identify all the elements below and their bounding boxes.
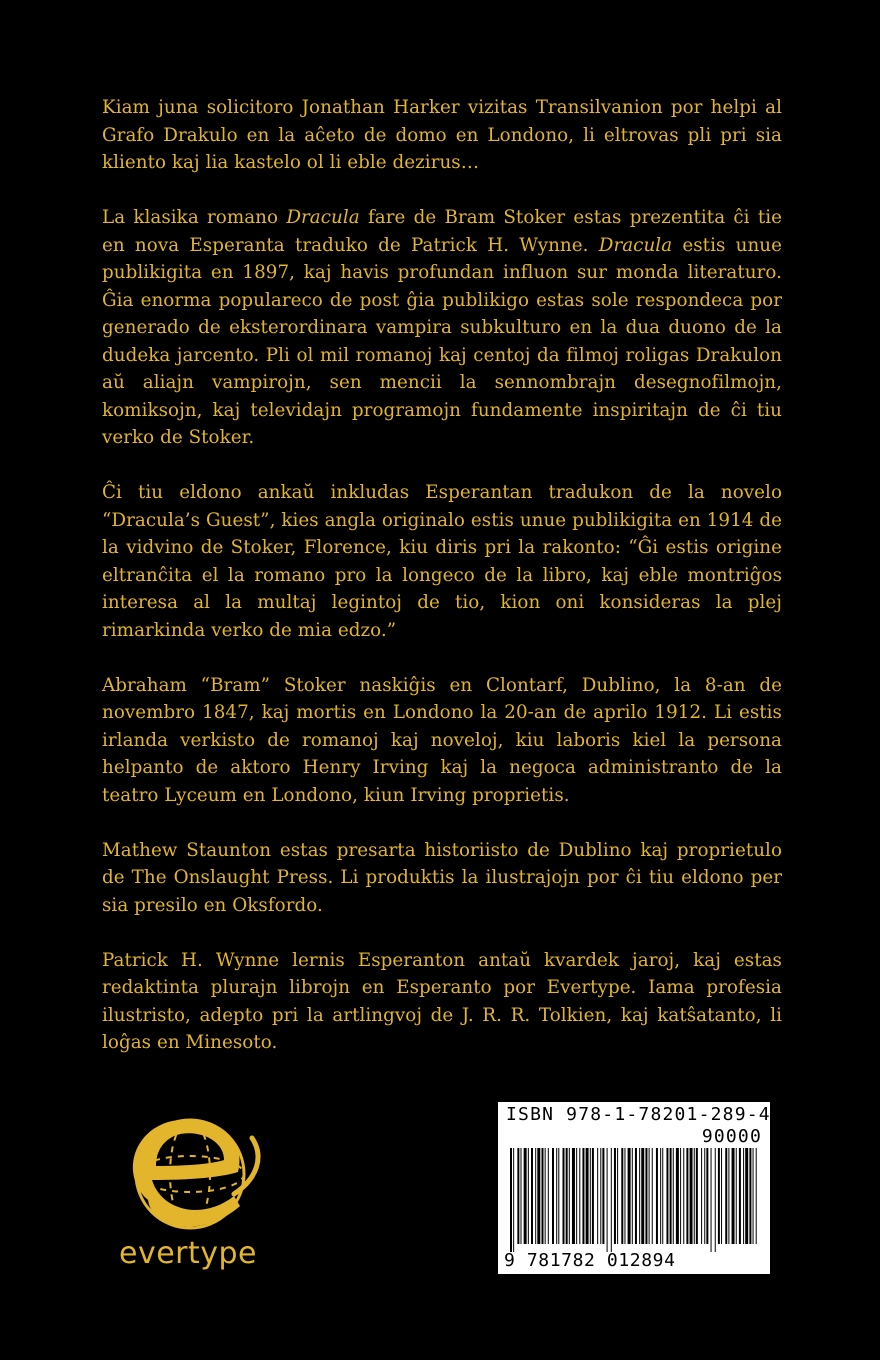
barcode-bar [694,1148,695,1244]
barcode-bar [602,1148,604,1244]
barcode-bar [673,1148,674,1244]
barcode-bar [607,1148,608,1252]
publisher-name: evertype [118,1236,258,1271]
barcode-bar [686,1148,688,1244]
back-cover-blurb [102,94,782,1057]
barcode-bar [572,1148,575,1244]
price-code: 90000 [701,1126,762,1147]
barcode-bar [521,1148,522,1244]
barcode-bar [624,1148,625,1244]
barcode-bar [718,1148,720,1244]
blurb-paragraph-intro: Kiam juna solicitoro Jonathan Harker vizitas Transilvanion por helpi al Grafo Drakulo en la aĉeto de domo en Londono, li eltrovas pli pri sia kliento kaj lia kastelo ol li eble dezirus… [102,97,782,173]
barcode-bar [590,1148,591,1244]
barcode-bar [721,1148,722,1244]
barcode-bar [704,1148,705,1244]
barcode-bar [600,1148,601,1244]
barcode-bars [504,1148,764,1252]
barcode-bar [545,1148,546,1244]
blurb-paragraph-guest: Ĉi tiu eldono ankaŭ inkludas Esperantan tradukon de la novelo “Dracula’s Guest”, kies angla originalo estis unue publikigita en 1914 de la vidvino de Stoker, Florence, kiu diris pri la rakonto: “Ĝi estis origine eltranĉita el la romano pro la longeco de la libro, kaj eble montriĝos interesa al la multaj legintoj de tio, kion oni konsideras la plej rimarkinda verko de mia edzo.” [102,482,782,641]
barcode-bar [701,1148,702,1244]
barcode-bar [706,1148,708,1244]
isbn-barcode [498,1102,770,1274]
barcode-bar [652,1148,653,1244]
barcode-bar [566,1148,568,1244]
barcode-bar [676,1148,679,1244]
barcode-bar [558,1148,559,1244]
barcode-bar [617,1148,618,1244]
barcode-bar [745,1148,748,1244]
barcode-bar [743,1148,744,1244]
barcode-bar [690,1148,693,1244]
barcode-bar [756,1148,757,1244]
barcode-bar [576,1148,577,1244]
barcode-bar [711,1148,712,1252]
barcode-bar [628,1148,631,1244]
barcode-bar [537,1148,540,1244]
barcode-bar [582,1148,584,1244]
barcode-bar [666,1148,668,1244]
blurb-text: La klasika romano [102,207,287,228]
barcode-bar [662,1148,663,1244]
blurb-text: estis unue publikigita en 1897, kaj havis profundan influon sur monda literaturo. Ĝia enorma populareco de post ĝia publikigo estas sole respondeca por generado de eksterordinara vampira subkulturo en la dua duono de la dudeka jarcento. Pli ol mil romanoj kaj centoj da filmoj roligas Drakulon aŭ aliajn vampirojn, sen mencii la sennombrajn desegnofilmojn, komiksojn, kaj televidajn programojn fundamente inspiritajn de ĉi tiu verko de Stoker. [102,234,782,448]
barcode-bar [556,1148,557,1244]
barcode-bar [696,1148,698,1244]
barcode-bar [680,1148,681,1244]
book-title-italic: Dracula [286,207,360,228]
barcode-bar [753,1148,754,1244]
barcode-bar [649,1148,650,1244]
barcode-bar [715,1148,716,1252]
isbn-label: ISBN 978-1-78201-289-4 [506,1104,771,1125]
barcode-bar [517,1148,519,1244]
barcode-bar [586,1148,589,1244]
barcode-bar [749,1148,751,1244]
blurb-paragraph-novel [102,204,782,452]
barcode-bar [528,1148,529,1244]
barcode-bar [614,1148,616,1244]
barcode-bar [732,1148,735,1244]
barcode-bar [621,1148,623,1244]
barcode-bar [592,1148,594,1244]
barcode-bar [510,1148,512,1252]
barcode-bar [524,1148,527,1244]
barcode-bar [535,1148,536,1244]
blurb-paragraph-author-bio: Abraham “Bram” Stoker naskiĝis en Clontarf, Dublino, la 8-an de novembro 1847, kaj mortis en Londono la 20-an de aprilo 1912. Li estis irlanda verkisto de romanoj kaj noveloj, kiu laboris kiel la persona helpanto de aktoro Henry Irving kaj la negoca administranto de la teatro Lyceum en Londono, kiun Irving proprietis. [102,674,782,806]
barcode-bar [513,1148,514,1252]
barcode-bar [645,1148,647,1244]
barcode-bar [656,1148,658,1244]
blurb-paragraph-translator-bio: Patrick H. Wynne lernis Esperanton antaŭ kvardek jaroj, kaj estas redaktinta plurajn librojn en Esperanto por Evertype. Iama profesia ilustristo, adepto pri la artlingvoj de J. R. R. Tolkien, kaj katŝatanto, li loĝas en Minesoto. [102,949,782,1053]
barcode-bar [728,1148,729,1244]
barcode-bar [639,1148,640,1244]
barcode-bar [635,1148,637,1244]
barcode-bar [548,1148,549,1244]
barcode-bar [641,1148,644,1244]
blurb-paragraph-illustrator-bio: Mathew Staunton estas presarta historiisto de Dublino kaj proprietulo de The Onslaught Press. Li produktis la ilustrajojn por ĉi tiu eldono per sia presilo en Oksfordo. [102,839,782,916]
ean-digits: 9 781782 012894 [504,1250,676,1271]
barcode-bar [552,1148,554,1244]
barcode-bar [739,1148,741,1244]
barcode-bar [670,1148,672,1244]
barcode-bar [683,1148,684,1244]
barcode-bar [660,1148,661,1244]
barcode-bar [579,1148,580,1244]
barcode-bar [597,1148,598,1244]
blurb-text: fare de Bram Stoker estas prezentita ĉi tie en nova Esperanta traduko de Patrick H. Wynne. [102,207,782,256]
barcode-bar [563,1148,565,1244]
barcode-bar [531,1148,533,1244]
barcode-bar [569,1148,570,1244]
barcode-bar [632,1148,633,1244]
barcode-bar [725,1148,727,1244]
barcode-bar [611,1148,612,1252]
evertype-e-globe-icon [108,1108,268,1238]
barcode-bar [736,1148,737,1244]
barcode-bar [542,1148,544,1244]
publisher-logo [108,1108,268,1278]
book-title-italic: Dracula [598,234,673,256]
